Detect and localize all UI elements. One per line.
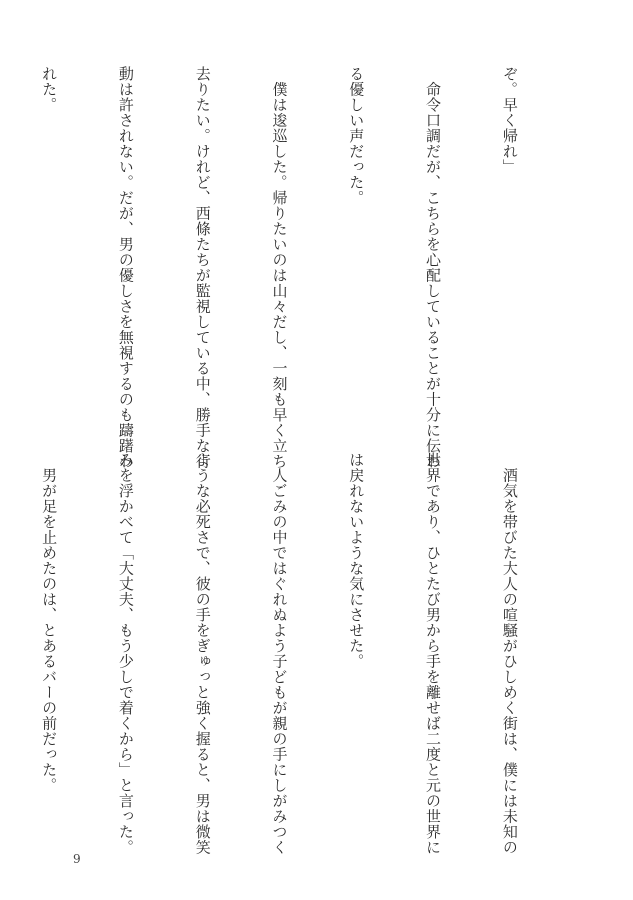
text-line: みを浮かべて「大丈夫、もう少しで着くから」と言った。 [116,452,135,855]
upper-text-column [40,66,573,469]
text-line: 命令口調だが、こちらを心配していることが十分に伝わ [424,66,443,469]
text-line: 去りたい。けれど、西條たちが監視している中、勝手な行 [193,66,212,469]
text-line: 動は許されない。だが、男の優しさを無視するのも躊躇わ [116,66,135,469]
text-line: は戻れないような気にさせた。 [347,452,366,669]
text-line: ような必死さで、彼の手をぎゅっと強く握ると、男は微笑 [193,452,212,855]
text-line: る優しい声だった。 [347,66,366,206]
lower-text-column [40,452,573,855]
text-line: 人ごみの中ではぐれぬよう子どもが親の手にしがみつく [270,452,289,855]
page-number: 9 [73,852,81,866]
text-line: ぞ。早く帰れ」 [500,66,519,175]
text-line: 酒気を帯びた大人の喧騒がひしめく街は、僕には未知の [500,452,519,855]
text-line: 世界であり、ひとたび男から手を離せば二度と元の世界に [424,452,443,855]
text-line: 僕は逡巡した。帰りたいのは山々だし、一刻も早く立ち [270,66,289,469]
text-line: れた。 [40,66,59,113]
text-line: 男が足を止めたのは、とあるバーの前だった。 [40,452,59,793]
